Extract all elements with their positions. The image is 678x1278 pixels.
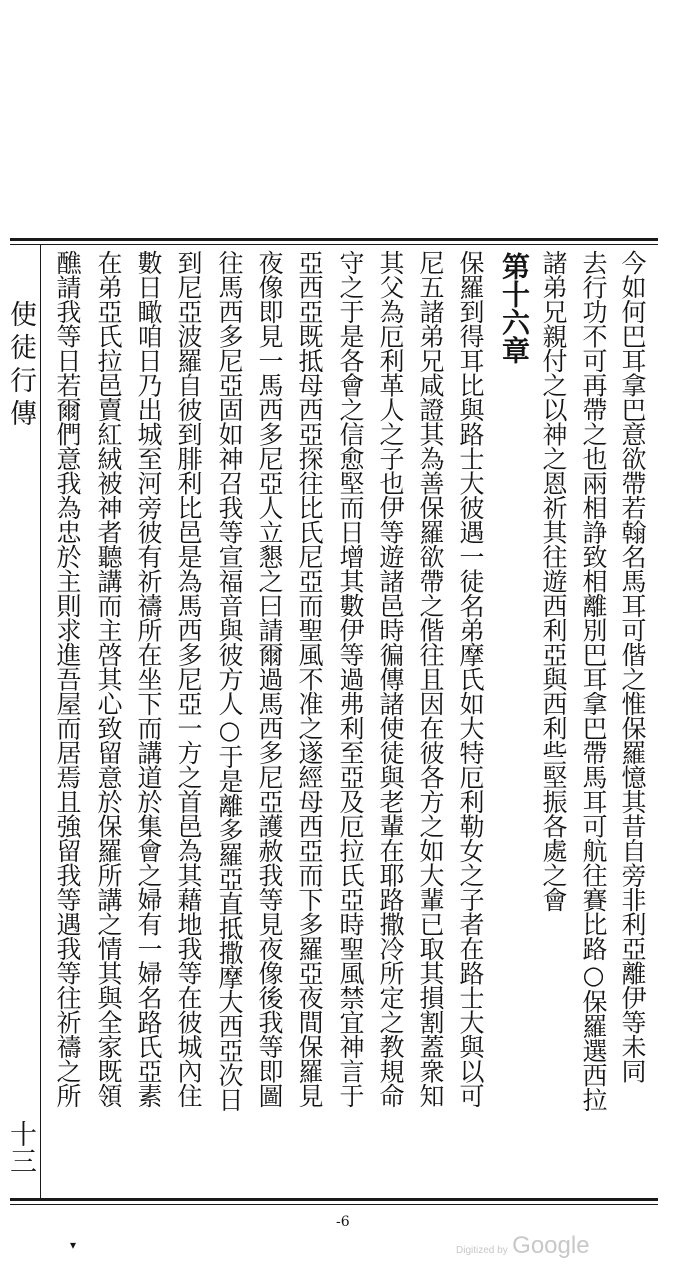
text-column-8: 守之于是各會之信愈堅而日增其數伊等過弗利至亞及厄拉氏亞時聖風禁宜神言于 <box>336 250 365 1108</box>
text-column-15: 醮請我等日若爾們意我為忠於主則求進吾屋而居焉且強留我等遇我等往祈禱之所 <box>53 250 82 1108</box>
bottom-border-rule <box>10 1198 658 1201</box>
text-column-5: 保羅到得耳比與路士大彼遇一徒名弟摩氏如大特厄利勒女之子者在路士大與以可 <box>456 250 485 1108</box>
stray-mark: ▾ <box>70 1238 77 1252</box>
text-column-7: 其父為厄利革人之子也伊等遊諸邑時徧傳諸使徒與老輩在耶路撒冷所定之教規命 <box>376 250 405 1108</box>
text-column-3: 諸弟兄親付之以神之恩祈其往遊西利亞與西利些堅振各處之會 <box>539 250 568 912</box>
text-column-6: 尼五諸弟兄咸證其為善保羅欲帶之偕往且因在彼各方之如大輩已取其損割蓋衆知 <box>416 250 445 1108</box>
text-column-1: 今如何巴耳拿巴意欲帶若翰名馬耳可偕之惟保羅憶其昔自旁非利亞離伊等未同 <box>618 250 647 1083</box>
footer-mark: -6 <box>336 1214 350 1230</box>
text-column-13: 數日瞰咱日乃出城至河旁彼有祈禱所在坐下而講道於集會之婦有一婦名路氏亞素 <box>134 250 163 1108</box>
text-column-11: 往馬西多尼亞固如神召我等宣福音與彼方人○于是離多羅亞直抵撒摩大西亞次日 <box>215 250 244 1112</box>
margin-divider <box>40 244 41 1198</box>
chapter-heading: 第十六章 <box>498 252 531 364</box>
top-border-rule <box>10 238 658 241</box>
text-column-9: 亞西亞既抵母西亞探往比氏尼亞而聖風不准之遂經母西亞而下多羅亞夜間保羅見 <box>295 250 324 1108</box>
watermark-brand: Google <box>512 1232 590 1259</box>
running-title: 使徒行傳 <box>5 300 36 432</box>
top-border-rule-thin <box>10 244 658 245</box>
page-number: 十三 <box>5 1120 36 1174</box>
bottom-border-rule-thin <box>10 1204 658 1205</box>
text-column-12: 到尼亞波羅自彼到腓利比邑是為馬西多尼亞一方之首邑為其藉地我等在彼城內住 <box>174 250 203 1108</box>
text-column-10: 夜像即見一馬西多尼亞人立懇之曰請爾過馬西多尼亞護赦我等見夜像後我等即圖 <box>255 250 284 1108</box>
digitized-watermark <box>456 1232 590 1260</box>
text-column-2: 去行功不可再帶之也兩相諍致相離別巴耳拿巴帶馬耳可航往賽比路○保羅選西拉 <box>579 250 608 1112</box>
text-column-14: 在弟亞氏拉邑賣紅絨被神者聽講而主啓其心致留意於保羅所講之情其與全家既領 <box>94 250 123 1108</box>
watermark-prefix: Digitized by <box>456 1245 508 1256</box>
